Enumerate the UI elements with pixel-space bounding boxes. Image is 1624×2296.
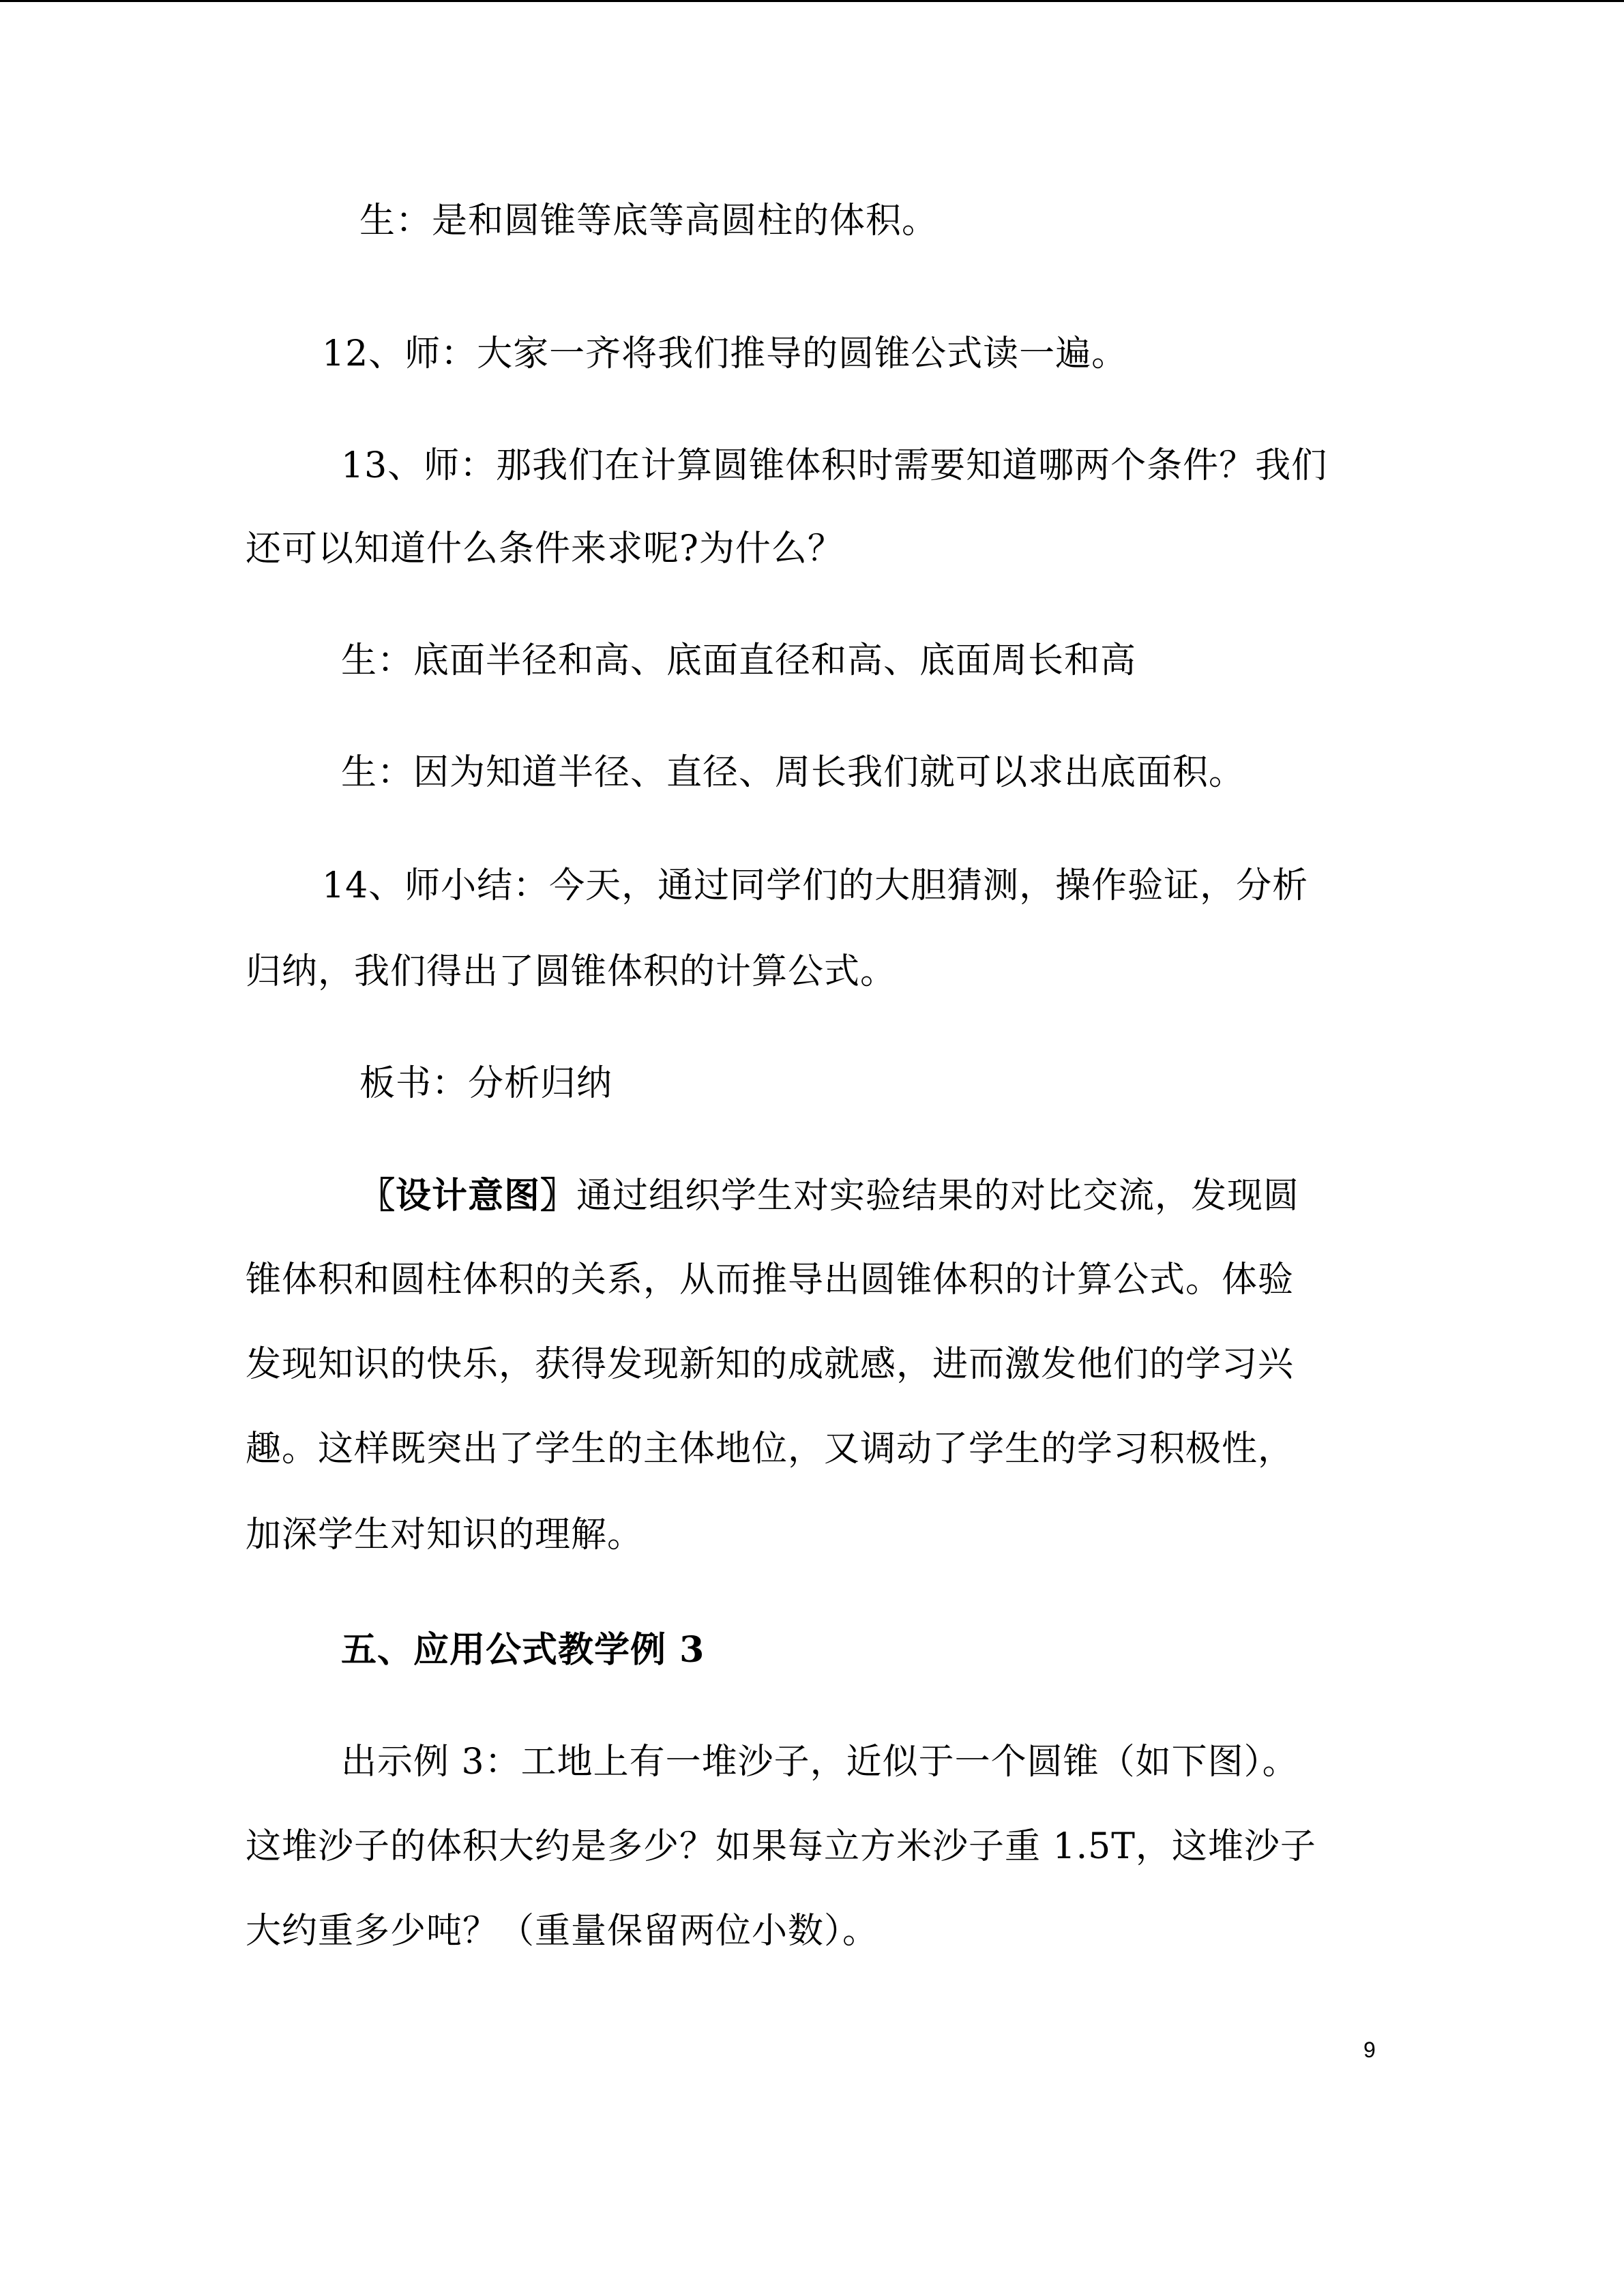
design-intent-line: 趣。这样既突出了学生的主体地位，又调动了学生的学习积极性， — [246, 1429, 1295, 1470]
design-intent-line: 锥体积和圆柱体积的关系，从而推导出圆锥体积的计算公式。体验 — [246, 1259, 1295, 1300]
example-line: 这堆沙子的体积大约是多少？如果每立方米沙子重 1.5T，这堆沙子 — [246, 1826, 1316, 1867]
design-intent-line: 加深学生对知识的理解。 — [246, 1515, 644, 1555]
example-line: 出示例 3：工地上有一堆沙子，近似于一个圆锥（如下图）。 — [341, 1742, 1299, 1783]
design-intent-paragraph — [359, 1174, 1299, 1218]
dialogue-line-student-2: 生：底面半径和高、底面直径和高、底面周长和高 — [341, 640, 1137, 681]
page-number: 9 — [1363, 2038, 1376, 2062]
design-intent-line: 发现知识的快乐，获得发现新知的成就感，进而激发他们的学习兴 — [246, 1344, 1295, 1385]
dialogue-line-teacher-12: 12、师：大家一齐将我们推导的圆锥公式读一遍。 — [322, 333, 1128, 374]
blackboard-note: 板书：分析归纳 — [359, 1063, 613, 1104]
section-heading: 五、应用公式教学例 3 — [341, 1629, 705, 1671]
design-intent-text: 通过组织学生对实验结果的对比交流，发现圆 — [576, 1176, 1300, 1217]
dialogue-line-teacher-14-cont: 归纳，我们得出了圆锥体积的计算公式。 — [246, 951, 897, 992]
dialogue-line-student-1: 生：是和圆锥等底等高圆柱的体积。 — [359, 200, 939, 241]
dialogue-line-teacher-14: 14、师小结：今天，通过同学们的大胆猜测，操作验证，分析 — [322, 865, 1309, 906]
design-intent-label: 〖设计意图〗 — [359, 1175, 577, 1217]
example-line: 大约重多少吨？（重量保留两位小数）。 — [246, 1911, 879, 1952]
dialogue-line-student-3: 生：因为知道半径、直径、周长我们就可以求出底面积。 — [341, 752, 1245, 793]
top-border-line — [0, 0, 1624, 2]
dialogue-line-teacher-13-cont: 还可以知道什么条件来求呢?为什么？ — [246, 528, 844, 569]
dialogue-line-teacher-13: 13、师：那我们在计算圆锥体积时需要知道哪两个条件？我们 — [341, 445, 1328, 486]
